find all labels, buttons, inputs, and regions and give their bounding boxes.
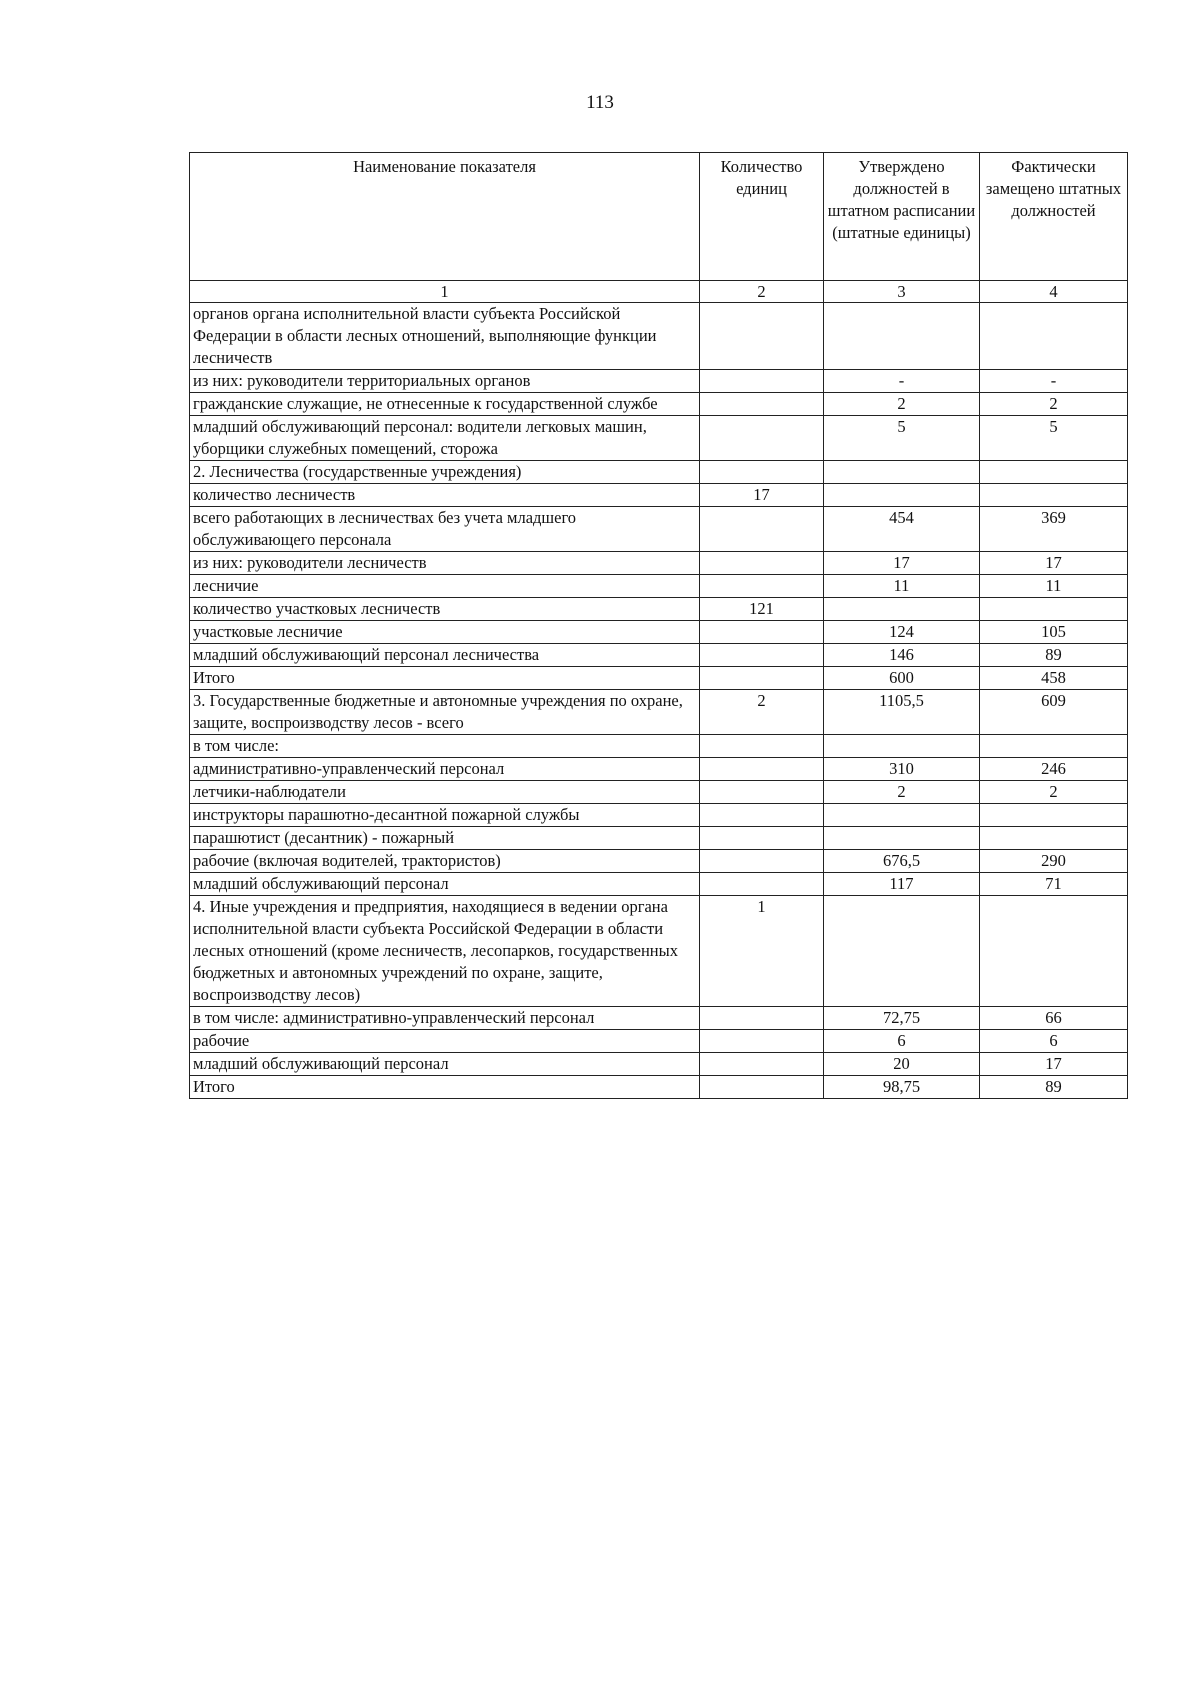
row-approved-cell [824,303,980,370]
row-actual-cell: 609 [980,690,1128,735]
table-row [190,370,1128,393]
row-actual-cell: 290 [980,850,1128,873]
row-actual-cell [980,804,1128,827]
row-actual-cell: 2 [980,781,1128,804]
row-name-cell: всего работающих в лесничествах без учета младшего обслуживающего персонала [190,507,700,552]
row-actual-cell: 105 [980,621,1128,644]
table-row [190,484,1128,507]
row-units-cell [700,1053,824,1076]
row-name-cell: парашютист (десантник) - пожарный [190,827,700,850]
row-name-cell: 4. Иные учреждения и предприятия, находящиеся в ведении органа исполнительной власти субъекта Российской Федерации в области лесных отношений (кроме лесничеств, лесопарков, государственных бюджетных и автономных учреждений по охране, защите, воспроизводству лесов) [190,896,700,1007]
table-row [190,507,1128,552]
column-number: 1 [190,281,700,303]
row-units-cell [700,393,824,416]
table-body [190,303,1128,1099]
row-units-cell [700,507,824,552]
row-actual-cell: 458 [980,667,1128,690]
row-approved-cell: 676,5 [824,850,980,873]
row-approved-cell [824,804,980,827]
table-row [190,667,1128,690]
row-units-cell [700,804,824,827]
row-approved-cell: 1105,5 [824,690,980,735]
row-approved-cell: 5 [824,416,980,461]
row-actual-cell: - [980,370,1128,393]
row-name-cell: Итого [190,667,700,690]
table-row [190,1007,1128,1030]
row-actual-cell: 66 [980,1007,1128,1030]
row-approved-cell: 600 [824,667,980,690]
row-name-cell: летчики-наблюдатели [190,781,700,804]
row-actual-cell: 6 [980,1030,1128,1053]
table-row [190,781,1128,804]
row-actual-cell [980,303,1128,370]
row-actual-cell [980,598,1128,621]
table-header-row [190,153,1128,281]
header-actual-filled: Фактически замещено штатных должностей [980,153,1128,281]
row-units-cell [700,873,824,896]
column-number: 2 [700,281,824,303]
row-name-cell: младший обслуживающий персонал [190,1053,700,1076]
table-row [190,827,1128,850]
row-actual-cell [980,896,1128,1007]
row-approved-cell [824,484,980,507]
row-name-cell: младший обслуживающий персонал [190,873,700,896]
row-units-cell [700,667,824,690]
row-approved-cell [824,896,980,1007]
header-approved-positions: Утверждено должностей в штатном расписании (штатные единицы) [824,153,980,281]
staffing-table [189,152,1128,1099]
table-row [190,735,1128,758]
row-approved-cell [824,461,980,484]
row-actual-cell: 246 [980,758,1128,781]
row-name-cell: Итого [190,1076,700,1099]
table-row [190,303,1128,370]
row-units-cell [700,303,824,370]
table-row [190,690,1128,735]
table-row [190,461,1128,484]
row-approved-cell [824,735,980,758]
table-row [190,758,1128,781]
row-actual-cell: 5 [980,416,1128,461]
table-row [190,896,1128,1007]
row-approved-cell: 98,75 [824,1076,980,1099]
row-approved-cell: 72,75 [824,1007,980,1030]
row-name-cell: количество участковых лесничеств [190,598,700,621]
row-approved-cell [824,827,980,850]
table-row [190,575,1128,598]
row-actual-cell: 71 [980,873,1128,896]
row-name-cell: из них: руководители территориальных органов [190,370,700,393]
row-approved-cell: 310 [824,758,980,781]
row-approved-cell [824,598,980,621]
row-name-cell: 3. Государственные бюджетные и автономные учреждения по охране, защите, воспроизводству лесов - всего [190,690,700,735]
row-actual-cell: 2 [980,393,1128,416]
row-units-cell [700,416,824,461]
row-actual-cell: 369 [980,507,1128,552]
row-units-cell [700,1007,824,1030]
row-approved-cell: 117 [824,873,980,896]
row-name-cell: инструкторы парашютно-десантной пожарной службы [190,804,700,827]
row-name-cell: из них: руководители лесничеств [190,552,700,575]
table-row [190,552,1128,575]
row-name-cell: административно-управленческий персонал [190,758,700,781]
table-row [190,621,1128,644]
row-name-cell: органов органа исполнительной власти субъекта Российской Федерации в области лесных отношений, выполняющие функции лесничеств [190,303,700,370]
row-approved-cell: - [824,370,980,393]
row-units-cell [700,370,824,393]
row-approved-cell: 6 [824,1030,980,1053]
row-actual-cell [980,827,1128,850]
row-units-cell [700,575,824,598]
row-units-cell: 121 [700,598,824,621]
row-units-cell: 2 [700,690,824,735]
column-number-row [190,281,1128,303]
page-number: 113 [586,92,614,113]
table-row [190,644,1128,667]
row-name-cell: 2. Лесничества (государственные учреждения) [190,461,700,484]
row-units-cell [700,758,824,781]
row-approved-cell: 146 [824,644,980,667]
table-row [190,873,1128,896]
table-row [190,416,1128,461]
row-name-cell: младший обслуживающий персонал лесничества [190,644,700,667]
row-name-cell: в том числе: административно-управленческий персонал [190,1007,700,1030]
row-units-cell [700,621,824,644]
row-name-cell: лесничие [190,575,700,598]
header-units-count: Количество единиц [700,153,824,281]
row-actual-cell: 89 [980,1076,1128,1099]
row-units-cell [700,850,824,873]
row-name-cell: рабочие [190,1030,700,1053]
row-approved-cell: 454 [824,507,980,552]
row-units-cell [700,735,824,758]
row-units-cell [700,1030,824,1053]
row-units-cell [700,552,824,575]
row-name-cell: гражданские служащие, не отнесенные к государственной службе [190,393,700,416]
row-units-cell [700,461,824,484]
row-actual-cell: 17 [980,1053,1128,1076]
row-units-cell [700,781,824,804]
row-approved-cell: 2 [824,393,980,416]
row-units-cell: 17 [700,484,824,507]
row-approved-cell: 11 [824,575,980,598]
table-row [190,598,1128,621]
table-row [190,393,1128,416]
row-approved-cell: 124 [824,621,980,644]
row-actual-cell: 17 [980,552,1128,575]
row-units-cell [700,644,824,667]
row-actual-cell: 89 [980,644,1128,667]
table-row [190,1053,1128,1076]
row-units-cell: 1 [700,896,824,1007]
row-name-cell: в том числе: [190,735,700,758]
column-number: 3 [824,281,980,303]
table-row [190,1030,1128,1053]
row-units-cell [700,1076,824,1099]
column-number: 4 [980,281,1128,303]
row-actual-cell [980,461,1128,484]
table-row [190,1076,1128,1099]
row-actual-cell: 11 [980,575,1128,598]
row-actual-cell [980,484,1128,507]
table-row [190,804,1128,827]
row-name-cell: младший обслуживающий персонал: водители легковых машин, уборщики служебных помещений, сторожа [190,416,700,461]
row-actual-cell [980,735,1128,758]
row-approved-cell: 20 [824,1053,980,1076]
row-approved-cell: 17 [824,552,980,575]
row-approved-cell: 2 [824,781,980,804]
row-name-cell: рабочие (включая водителей, трактористов) [190,850,700,873]
header-indicator-name: Наименование показателя [190,153,700,281]
table-row [190,850,1128,873]
row-units-cell [700,827,824,850]
row-name-cell: количество лесничеств [190,484,700,507]
row-name-cell: участковые лесничие [190,621,700,644]
